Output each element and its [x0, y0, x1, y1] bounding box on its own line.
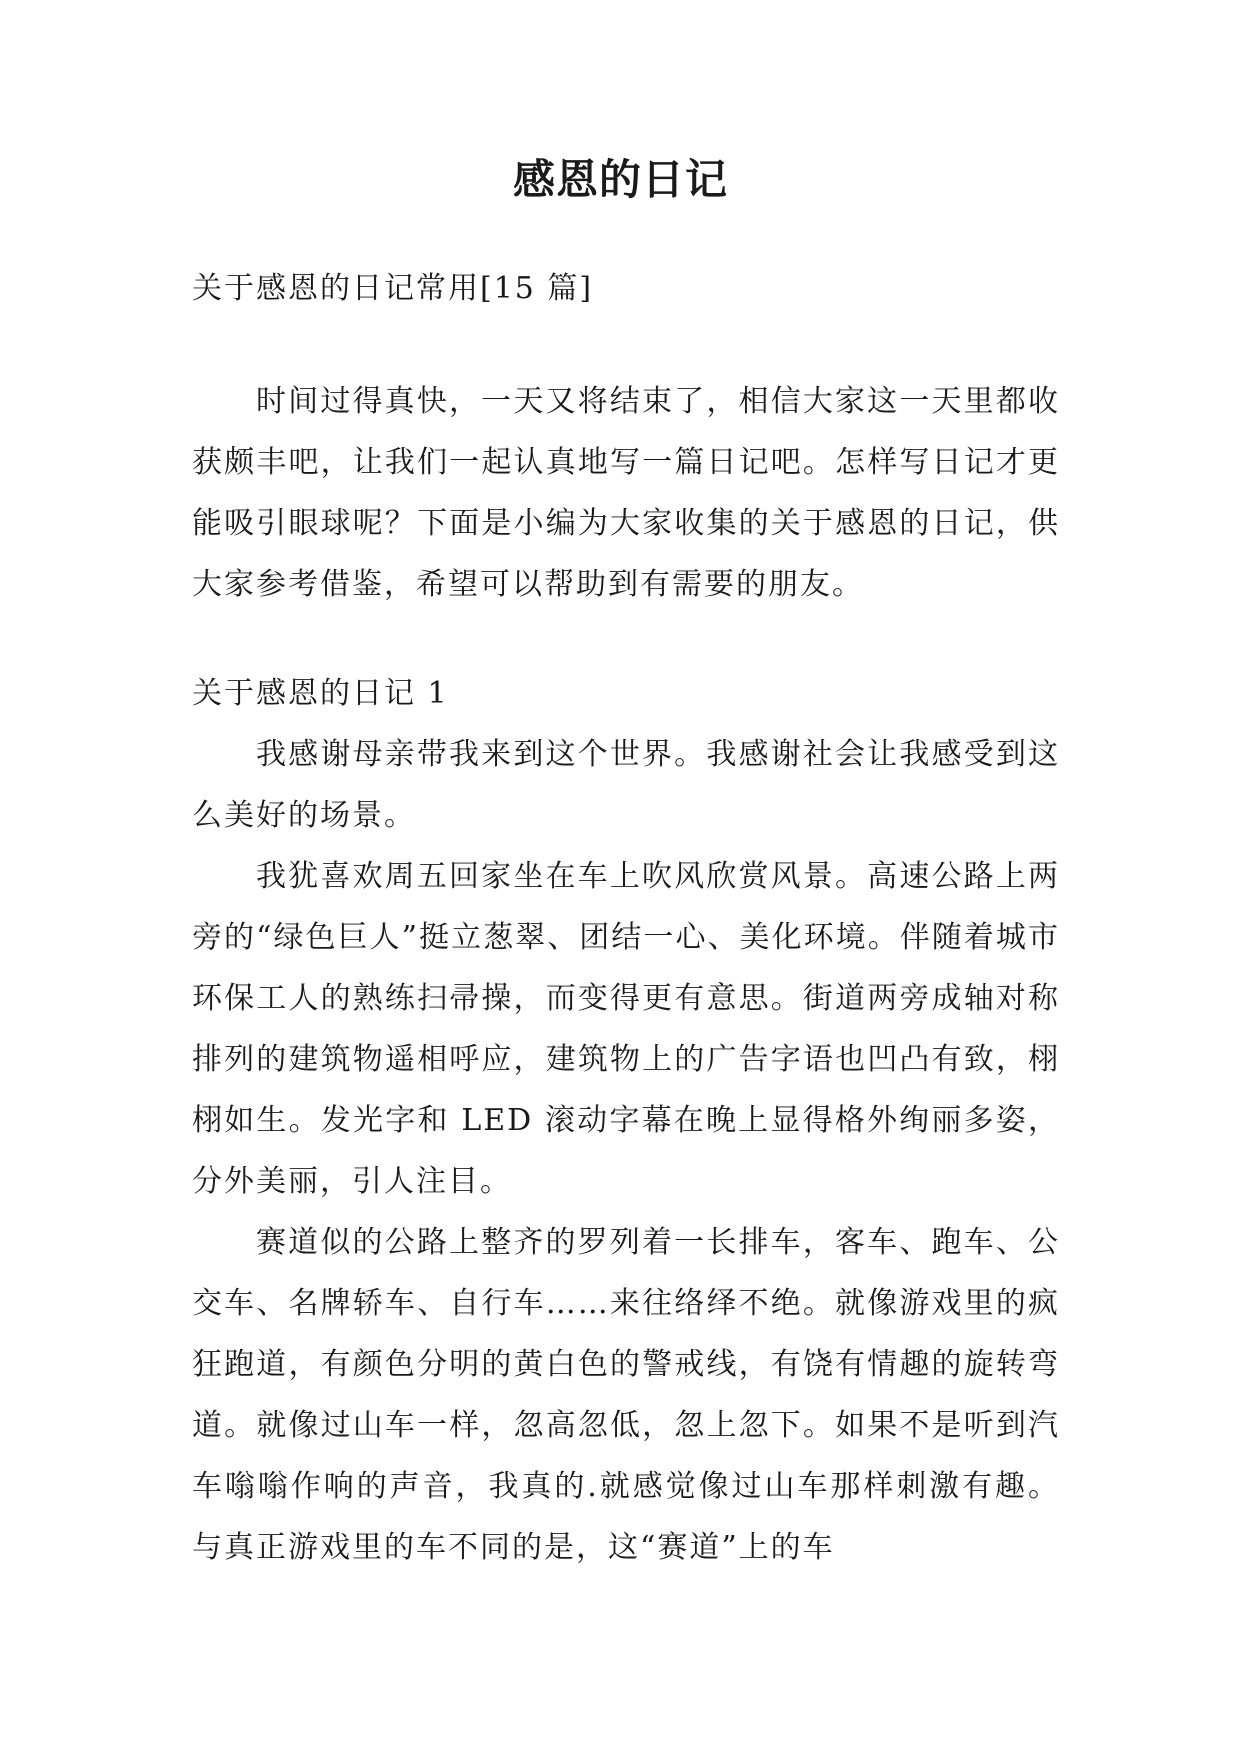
document-body — [192, 258, 1060, 1578]
body-paragraph: 我犹喜欢周五回家坐在车上吹风欣赏风景。高速公路上两旁的“绿色巨人”挺立葱翠、团结一心、美化环境。伴随着城市环保工人的熟练扫帚操，而变得更有意思。街道两旁成轴对称排列的建筑物遥相呼应，建筑物上的广告字语也凹凸有致，栩栩如生。发光字和 LED 滚动字幕在晚上显得格外绚丽多姿，分外美丽，引人注目。 — [192, 859, 1060, 1199]
body-paragraph: 我感谢母亲带我来到这个世界。我感谢社会让我感受到这么美好的场景。 — [192, 737, 1060, 833]
section-heading: 关于感恩的日记 1 — [192, 676, 449, 711]
document-title: 感恩的日记 — [512, 155, 728, 204]
body-paragraph: 赛道似的公路上整齐的罗列着一长排车，客车、跑车、公交车、名牌轿车、自行车……来往络绎不绝。就像游戏里的疯狂跑道，有颜色分明的黄白色的警戒线，有饶有情趣的旋转弯道。就像过山车一样，忽高忽低，忽上忽下。如果不是听到汽车嗡嗡作响的声音，我真的.就感觉像过山车那样刺激有趣。与真正游戏里的车不同的是，这“赛道”上的车 — [192, 1225, 1060, 1565]
intro-paragraph: 时间过得真快，一天又将结束了，相信大家这一天里都收获颇丰吧，让我们一起认真地写一篇日记吧。怎样写日记才更能吸引眼球呢？下面是小编为大家收集的关于感恩的日记，供大家参考借鉴，希望可以帮助到有需要的朋友。 — [192, 384, 1060, 602]
document-subtitle: 关于感恩的日记常用[15 篇] — [192, 271, 594, 306]
